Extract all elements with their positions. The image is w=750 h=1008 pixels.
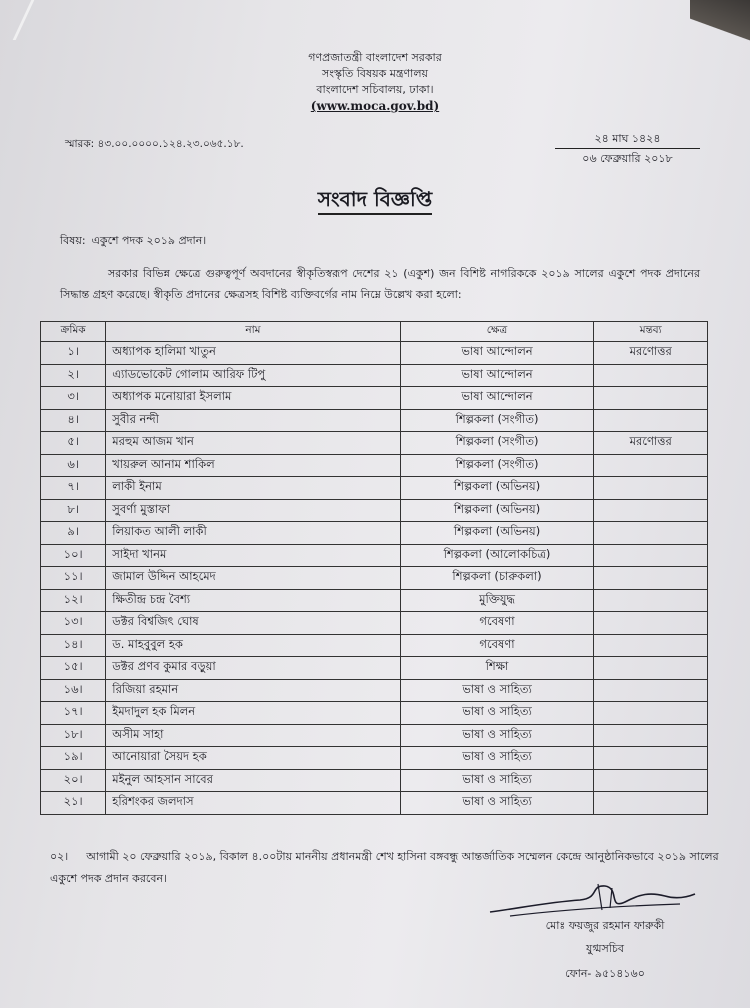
table-row: [41, 567, 708, 590]
row-name: খায়রুল আনাম শাকিল: [106, 454, 400, 477]
corner-mark: [0, 0, 34, 40]
row-serial: ৪।: [41, 409, 106, 432]
table-row: [41, 342, 708, 365]
table-row: [41, 769, 708, 792]
table-row: [41, 679, 708, 702]
row-remark: [594, 679, 708, 702]
subject-text: একুশে পদক ২০১৯ প্রদান।: [91, 234, 207, 247]
row-field: ভাষা ও সাহিত্য: [400, 792, 594, 815]
row-name: এ্যাডভোকেট গোলাম আরিফ টিপু: [106, 364, 400, 387]
row-field: ভাষা আন্দোলন: [400, 387, 594, 410]
signatory-designation: যুগ্মসচিব: [586, 942, 624, 955]
table-row: [41, 792, 708, 815]
row-field: মুক্তিযুদ্ধ: [400, 589, 594, 612]
date-bangla: ২৪ মাঘ ১৪২৪: [594, 132, 661, 145]
page-title-text: সংবাদ বিজ্ঞপ্তি: [318, 187, 432, 215]
row-remark: [594, 612, 708, 635]
row-name: ক্ষিতীন্দ্র চন্দ্র বৈশ্য: [106, 589, 400, 612]
row-field: গবেষণা: [400, 612, 594, 635]
subject-label: বিষয়:: [60, 234, 86, 247]
row-field: শিল্পকলা (আলোকচিত্র): [400, 544, 594, 567]
row-serial: ১০।: [41, 544, 106, 567]
row-field: শিক্ষা: [400, 657, 594, 680]
subject-line: [60, 232, 206, 251]
date-gregorian: ০৬ ফেব্রুয়ারি ২০১৮: [582, 152, 673, 165]
row-serial: ১১।: [41, 567, 106, 590]
row-name: মইনুল আহসান সাবের: [106, 769, 400, 792]
row-name: ডক্টর বিশ্বজিৎ ঘোষ: [106, 612, 400, 635]
table-row: [41, 589, 708, 612]
table-row: [41, 454, 708, 477]
table-row: [41, 724, 708, 747]
awardees-table: [40, 321, 708, 815]
table-row: [41, 612, 708, 635]
table-row: [41, 657, 708, 680]
row-remark: [594, 522, 708, 545]
row-serial: ৮।: [41, 499, 106, 522]
row-name: জামাল উদ্দিন আহমেদ: [106, 567, 400, 590]
letterhead-ministry: সংস্কৃতি বিষয়ক মন্ত্রণালয়: [321, 67, 429, 80]
row-name: অধ্যাপক হালিমা খাতুন: [106, 342, 400, 365]
page-title: [0, 185, 750, 218]
row-serial: ২।: [41, 364, 106, 387]
table-row: [41, 432, 708, 455]
row-name: হরিশংকর জলদাস: [106, 792, 400, 815]
row-serial: ১৩।: [41, 612, 106, 635]
row-name: লিয়াকত আলী লাকী: [106, 522, 400, 545]
letterhead-government: গণপ্রজাতন্ত্রী বাংলাদেশ সরকার: [308, 51, 442, 64]
row-serial: ৬।: [41, 454, 106, 477]
table-row: [41, 477, 708, 500]
row-name: অধ্যাপক মনোয়ারা ইসলাম: [106, 387, 400, 410]
row-name: ইমদাদুল হক মিলন: [106, 702, 400, 725]
date-divider: [555, 148, 700, 149]
header-field: ক্ষেত্র: [400, 322, 594, 342]
row-serial: ১৯।: [41, 747, 106, 770]
header-name: নাম: [106, 322, 400, 342]
row-field: শিল্পকলা (অভিনয়): [400, 522, 594, 545]
row-serial: ১৬।: [41, 679, 106, 702]
row-name: লাকী ইনাম: [106, 477, 400, 500]
date-block: [555, 130, 700, 167]
row-remark: [594, 567, 708, 590]
memo-number: স্মারক: ৪৩.০০.০০০০.১২৪.২৩.০৬৫.১৮.: [65, 138, 244, 150]
row-name: ড. মাহবুবুল হক: [106, 634, 400, 657]
letterhead: [0, 50, 750, 114]
signatory-name: মোঃ ফয়জুর রহমান ফারুকী: [545, 919, 665, 932]
row-name: সুবর্ণা মুস্তাফা: [106, 499, 400, 522]
row-field: শিল্পকলা (সংগীত): [400, 454, 594, 477]
row-remark: মরণোত্তর: [594, 432, 708, 455]
signatory-block: [505, 914, 705, 985]
letterhead-url: (www.moca.gov.bd): [310, 99, 440, 113]
row-remark: [594, 769, 708, 792]
announcement-text: আগামী ২০ ফেব্রুয়ারি ২০১৯, বিকাল ৪.০০টায় মাননীয় প্রধানমন্ত্রী শেখ হাসিনা বঙ্গবন্ধু আন্তর্জাতিক সম্মেলন কেন্দ্রে আনুষ্ঠানিকভাবে ২০১৯ সালের একুশে পদক প্রদান করবেন।: [50, 850, 719, 885]
row-field: ভাষা ও সাহিত্য: [400, 679, 594, 702]
table-row: [41, 409, 708, 432]
row-remark: [594, 634, 708, 657]
table-row: [41, 702, 708, 725]
row-remark: [594, 387, 708, 410]
row-serial: ১৭।: [41, 702, 106, 725]
row-field: ভাষা আন্দোলন: [400, 342, 594, 365]
row-remark: [594, 364, 708, 387]
table-row: [41, 634, 708, 657]
row-serial: ৯।: [41, 522, 106, 545]
row-remark: [594, 454, 708, 477]
row-field: শিল্পকলা (সংগীত): [400, 409, 594, 432]
row-field: ভাষা ও সাহিত্য: [400, 702, 594, 725]
row-remark: [594, 409, 708, 432]
page-fold-shadow: [690, 0, 750, 45]
row-field: শিল্পকলা (চারুকলা): [400, 567, 594, 590]
intro-paragraph: সরকার বিভিন্ন ক্ষেত্রে গুরুত্বপূর্ণ অবদানের স্বীকৃতিস্বরূপ দেশের ২১ (একুশ) জন বিশিষ্ট নাগরিককে ২০১৯ সালের একুশে পদক প্রদানের সিদ্ধান্ত গ্রহণ করেছে। স্বীকৃতি প্রদানের ক্ষেত্রসহ বিশিষ্ট ব্যক্তিবর্গের নাম নিম্নে উল্লেখ করা হলো:: [60, 267, 700, 301]
table-row: [41, 387, 708, 410]
table-row: [41, 544, 708, 567]
row-serial: ২১।: [41, 792, 106, 815]
table-row: [41, 499, 708, 522]
row-field: ভাষা ও সাহিত্য: [400, 724, 594, 747]
row-remark: মরণোত্তর: [594, 342, 708, 365]
row-remark: [594, 702, 708, 725]
row-name: রিজিয়া রহমান: [106, 679, 400, 702]
row-field: ভাষা ও সাহিত্য: [400, 747, 594, 770]
header-serial: ক্রমিক: [41, 322, 106, 342]
table-row: [41, 522, 708, 545]
row-name: অসীম সাহা: [106, 724, 400, 747]
row-field: ভাষা আন্দোলন: [400, 364, 594, 387]
row-serial: ১৫।: [41, 657, 106, 680]
row-serial: ২০।: [41, 769, 106, 792]
row-field: ভাষা ও সাহিত্য: [400, 769, 594, 792]
row-serial: ৭।: [41, 477, 106, 500]
row-remark: [594, 792, 708, 815]
row-remark: [594, 544, 708, 567]
row-name: মরহুম আজম খান: [106, 432, 400, 455]
table-row: [41, 747, 708, 770]
row-name: সুবীর নন্দী: [106, 409, 400, 432]
row-field: শিল্পকলা (অভিনয়): [400, 477, 594, 500]
row-serial: ৫।: [41, 432, 106, 455]
paragraph-number: ০২।: [50, 850, 69, 863]
row-remark: [594, 589, 708, 612]
row-field: শিল্পকলা (অভিনয়): [400, 499, 594, 522]
row-serial: ১৪।: [41, 634, 106, 657]
table-header-row: [41, 322, 708, 342]
row-remark: [594, 657, 708, 680]
row-serial: ১।: [41, 342, 106, 365]
row-remark: [594, 747, 708, 770]
table-row: [41, 364, 708, 387]
row-field: শিল্পকলা (সংগীত): [400, 432, 594, 455]
row-serial: ৩।: [41, 387, 106, 410]
header-remark: মন্তব্য: [594, 322, 708, 342]
row-name: ডক্টর প্রণব কুমার বড়ুয়া: [106, 657, 400, 680]
row-serial: ১২।: [41, 589, 106, 612]
letterhead-address: বাংলাদেশ সচিবালয়, ঢাকা।: [316, 83, 434, 96]
signatory-phone: ফোন- ৯৫১৪১৬০: [565, 967, 645, 980]
row-remark: [594, 477, 708, 500]
row-remark: [594, 724, 708, 747]
row-name: আনোয়ারা সৈয়দ হক: [106, 747, 400, 770]
row-remark: [594, 499, 708, 522]
row-serial: ১৮।: [41, 724, 106, 747]
row-field: গবেষণা: [400, 634, 594, 657]
row-name: সাইদা খানম: [106, 544, 400, 567]
